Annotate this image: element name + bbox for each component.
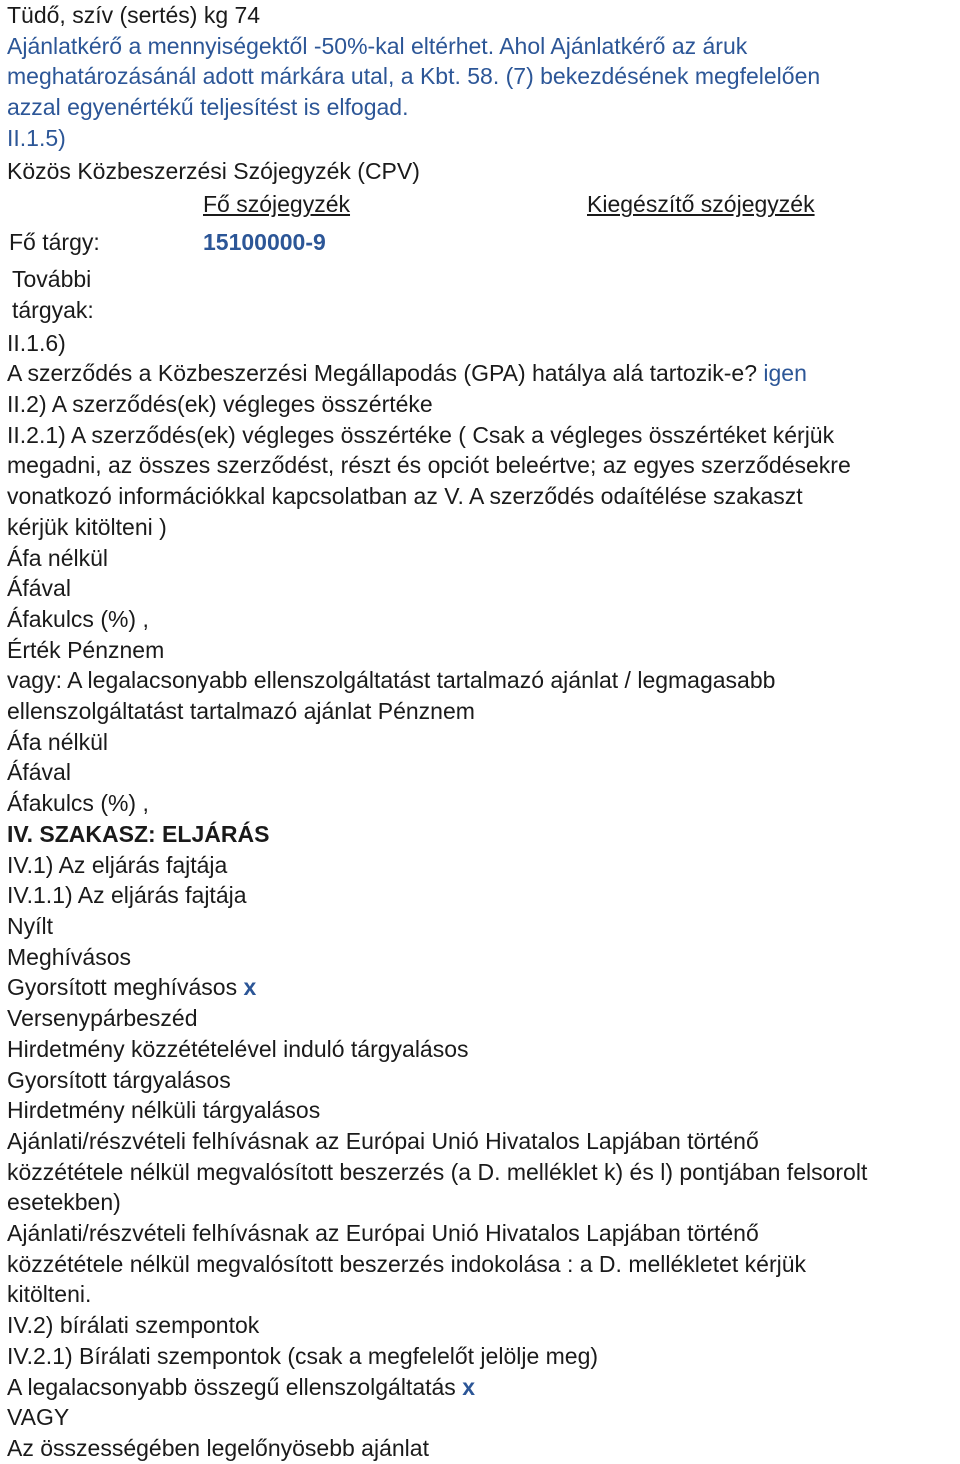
- note-line-2: meghatározásánál adott márkára utal, a Kbt. 58. (7) bekezdésének megfelelően: [7, 63, 821, 90]
- cpv-col-extra-header: Kiegészítő szójegyzék: [587, 191, 815, 218]
- afaval-2: Áfával: [7, 759, 71, 786]
- ii21-line-2: megadni, az összes szerződést, részt és opciót beleértve; az egyes szerződésekre: [7, 452, 851, 479]
- section-iv2: IV.2) bírálati szempontok: [7, 1312, 260, 1339]
- cpv-title: Közös Közbeszerzési Szójegyzék (CPV): [7, 157, 420, 184]
- cpv-other-subjects-label-1: További: [12, 266, 92, 293]
- cpv-column-headers: [7, 186, 960, 224]
- ajanlati-2-line-2: közzététele nélkül megvalósított beszerzés indokolása : a D. mellékletet kérjük: [7, 1250, 807, 1277]
- ajanlati-2-line-1: Ajánlati/részvételi felhívásnak az Európai Unió Hivatalos Lapjában történő: [7, 1220, 759, 1247]
- proc-nyilt: Nyílt: [7, 912, 53, 939]
- cpv-other-subjects-row: [7, 264, 960, 325]
- selected-mark: x: [462, 1373, 475, 1400]
- section-iv21: IV.2.1) Bírálati szempontok (csak a megfelelőt jelölje meg): [7, 1342, 599, 1369]
- selected-mark: x: [243, 974, 257, 1001]
- section-iv-heading: IV. SZAKASZ: ELJÁRÁS: [7, 820, 270, 847]
- note-line-1: Ajánlatkérő a mennyiségektől -50%-kal eltérhet. Ahol Ajánlatkérő az áruk: [7, 32, 748, 59]
- proc-gyorsitott-meghivasos: [7, 972, 960, 1003]
- section-ii2-heading: II.2) A szerződés(ek) végleges összértéke: [7, 391, 433, 418]
- gpa-answer: igen: [763, 360, 807, 387]
- section-iv11: IV.1.1) Az eljárás fajtája: [7, 882, 247, 909]
- ii21-line-1: II.2.1) A szerződés(ek) végleges összértéke ( Csak a végleges összértéket kérjük: [7, 421, 835, 448]
- gpa-question-text: A szerződés a Közbeszerzési Megállapodás (GPA) hatálya alá tartozik-e?: [7, 360, 758, 387]
- afakulcs-1: Áfakulcs (%) ,: [7, 605, 149, 632]
- ertek-penznem: Érték Pénznem: [7, 636, 165, 663]
- cpv-main-subject-code: 15100000-9: [203, 229, 326, 256]
- ii21-line-4: kérjük kitölteni ): [7, 513, 167, 540]
- ii21-line-3: vonatkozó információkkal kapcsolatban az V. A szerződés odaítélése szakaszt: [7, 483, 803, 510]
- afaval-1: Áfával: [7, 575, 71, 602]
- section-iv1: IV.1) Az eljárás fajtája: [7, 851, 228, 878]
- cpv-main-subject-label: Fő tárgy:: [9, 229, 100, 256]
- item-line-lung-heart: Tüdő, szív (sertés) kg 74: [7, 2, 261, 28]
- ajanlati-2-line-3: kitölteni.: [7, 1281, 92, 1308]
- ajanlati-1-line-3: esetekben): [7, 1189, 121, 1216]
- gpa-question: [7, 358, 960, 389]
- ajanlati-1-line-1: Ajánlati/részvételi felhívásnak az Európai Unió Hivatalos Lapjában történő: [7, 1127, 759, 1154]
- cpv-col-main-header: Fő szójegyzék: [203, 191, 351, 218]
- cpv-other-subjects-label-2: tárgyak:: [12, 296, 94, 323]
- proc-versenyparbeszed: Versenypárbeszéd: [7, 1005, 198, 1032]
- afa-nelkul-2: Áfa nélkül: [7, 728, 109, 755]
- criteria-lowest-price: [7, 1372, 960, 1403]
- section-code-ii15: II.1.5): [7, 124, 66, 151]
- afa-nelkul-1: Áfa nélkül: [7, 544, 109, 571]
- proc-meghivasos: Meghívásos: [7, 943, 132, 970]
- proc-hirdetmeny-nelkuli: Hirdetmény nélküli tárgyalásos: [7, 1097, 321, 1124]
- section-code-ii16: II.1.6): [7, 329, 66, 356]
- criteria-lowest-price-label: A legalacsonyabb összegű ellenszolgáltatás: [7, 1373, 456, 1400]
- proc-gyorsitott-meghivasos-label: Gyorsított meghívásos: [7, 974, 238, 1001]
- criteria-most-advantageous: Az összességében legelőnyösebb ajánlat: [7, 1434, 429, 1461]
- criteria-or: VAGY: [7, 1404, 70, 1431]
- vagy-line-1: vagy: A legalacsonyabb ellenszolgáltatást tartalmazó ajánlat / legmagasabb: [7, 667, 776, 694]
- vagy-line-2: ellenszolgáltatást tartalmazó ajánlat Pénznem: [7, 698, 475, 725]
- proc-hirdetmeny-kozzetetelevel: Hirdetmény közzétételével induló tárgyalásos: [7, 1035, 469, 1062]
- cpv-main-subject-row: [7, 224, 960, 262]
- proc-gyorsitott-targyalasos: Gyorsított tárgyalásos: [7, 1066, 231, 1093]
- ajanlati-1-line-2: közzététele nélkül megvalósított beszerzés (a D. melléklet k) és l) pontjában felsorolt: [7, 1158, 868, 1185]
- note-line-3: azzal egyenértékű teljesítést is elfogad.: [7, 94, 409, 121]
- afakulcs-2: Áfakulcs (%) ,: [7, 790, 149, 817]
